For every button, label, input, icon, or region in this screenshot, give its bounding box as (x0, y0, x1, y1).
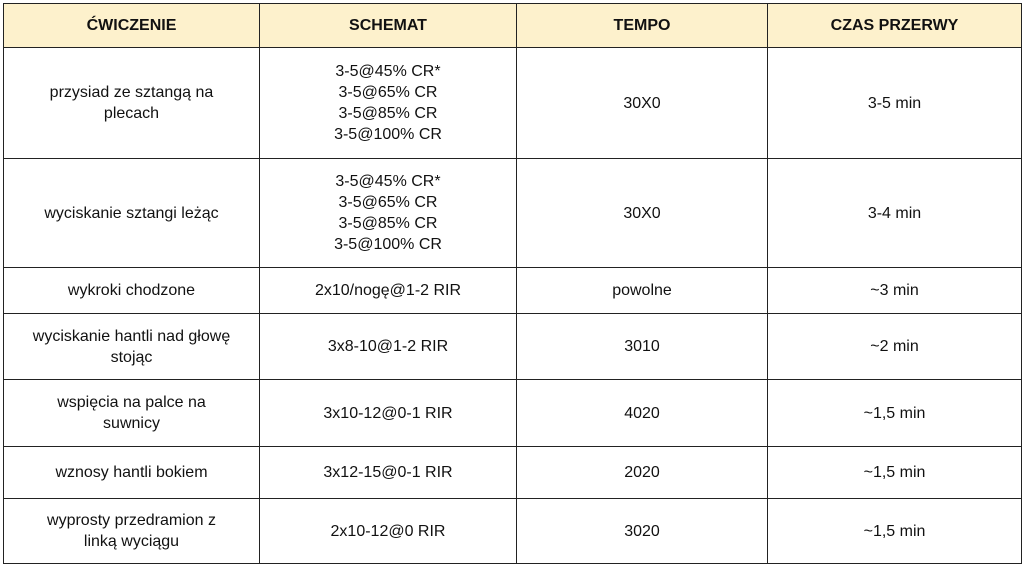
exercise-cell (4, 380, 260, 447)
table-row (4, 447, 1022, 499)
scheme-line: 3-5@45% CR* (335, 173, 441, 190)
tempo-cell: powolne (517, 268, 768, 314)
tempo-cell: 2020 (517, 447, 768, 499)
table-row (4, 48, 1022, 159)
table-row (4, 314, 1022, 380)
exercise-cell (4, 499, 260, 564)
exercise-cell (4, 314, 260, 380)
rest-cell: ~3 min (768, 268, 1022, 314)
scheme-line: 2x10/nogę@1-2 RIR (314, 282, 462, 299)
scheme-cell (260, 268, 517, 314)
exercise-line: wznosy hantli bokiem (55, 464, 208, 481)
scheme-line: 3-5@65% CR (338, 194, 438, 211)
scheme-line: 2x10-12@0 RIR (330, 522, 446, 540)
scheme-line: 3-5@85% CR (338, 215, 438, 232)
scheme-line: 3x12-15@0-1 RIR (323, 464, 453, 481)
scheme-line: 3-5@100% CR (334, 126, 442, 143)
exercise-line: wyprosty przedramion z (47, 512, 216, 529)
exercise-cell (4, 48, 260, 159)
tempo-cell: 4020 (517, 380, 768, 447)
scheme-cell (260, 159, 517, 268)
tempo-cell: 3010 (517, 314, 768, 380)
rest-cell: ~1,5 min (768, 380, 1022, 447)
scheme-line: 3-5@100% CR (334, 236, 442, 253)
rest-cell: 3-4 min (768, 159, 1022, 268)
header-exercise: ĆWICZENIE (4, 4, 260, 48)
scheme-line: 3-5@85% CR (338, 105, 438, 122)
table-header-row (4, 4, 1022, 48)
rest-cell: ~1,5 min (768, 499, 1022, 564)
exercise-line: linką wyciągu (83, 533, 180, 550)
exercise-line: wspięcia na palce na (57, 394, 206, 411)
header-scheme: SCHEMAT (260, 4, 517, 48)
exercise-line: stojąc (110, 348, 153, 366)
exercise-cell (4, 159, 260, 268)
scheme-cell (260, 48, 517, 159)
exercise-line: suwnicy (103, 415, 160, 432)
training-plan-table (3, 3, 1022, 564)
table-row (4, 499, 1022, 564)
scheme-line: 3-5@45% CR* (335, 63, 441, 80)
exercise-line: wyciskanie sztangi leżąc (44, 204, 219, 222)
scheme-line: 3-5@65% CR (338, 84, 438, 101)
exercise-line: wyciskanie hantli nad głowę (32, 327, 231, 345)
scheme-cell (260, 499, 517, 564)
rest-cell: ~2 min (768, 314, 1022, 380)
scheme-line: 3x8-10@1-2 RIR (327, 338, 449, 355)
tempo-cell: 3020 (517, 499, 768, 564)
exercise-line: wykroki chodzone (67, 282, 196, 299)
exercise-line: plecach (103, 105, 160, 122)
scheme-cell (260, 447, 517, 499)
exercise-cell (4, 447, 260, 499)
tempo-cell: 30X0 (517, 48, 768, 159)
rest-cell: 3-5 min (768, 48, 1022, 159)
scheme-line: 3x10-12@0-1 RIR (323, 404, 453, 422)
table-row (4, 159, 1022, 268)
exercise-cell (4, 268, 260, 314)
rest-cell: ~1,5 min (768, 447, 1022, 499)
scheme-cell (260, 314, 517, 380)
tempo-cell: 30X0 (517, 159, 768, 268)
header-tempo: TEMPO (517, 4, 768, 48)
header-rest: CZAS PRZERWY (768, 4, 1022, 48)
table-row (4, 380, 1022, 447)
scheme-cell (260, 380, 517, 447)
table-row (4, 268, 1022, 314)
exercise-line: przysiad ze sztangą na (49, 84, 214, 101)
